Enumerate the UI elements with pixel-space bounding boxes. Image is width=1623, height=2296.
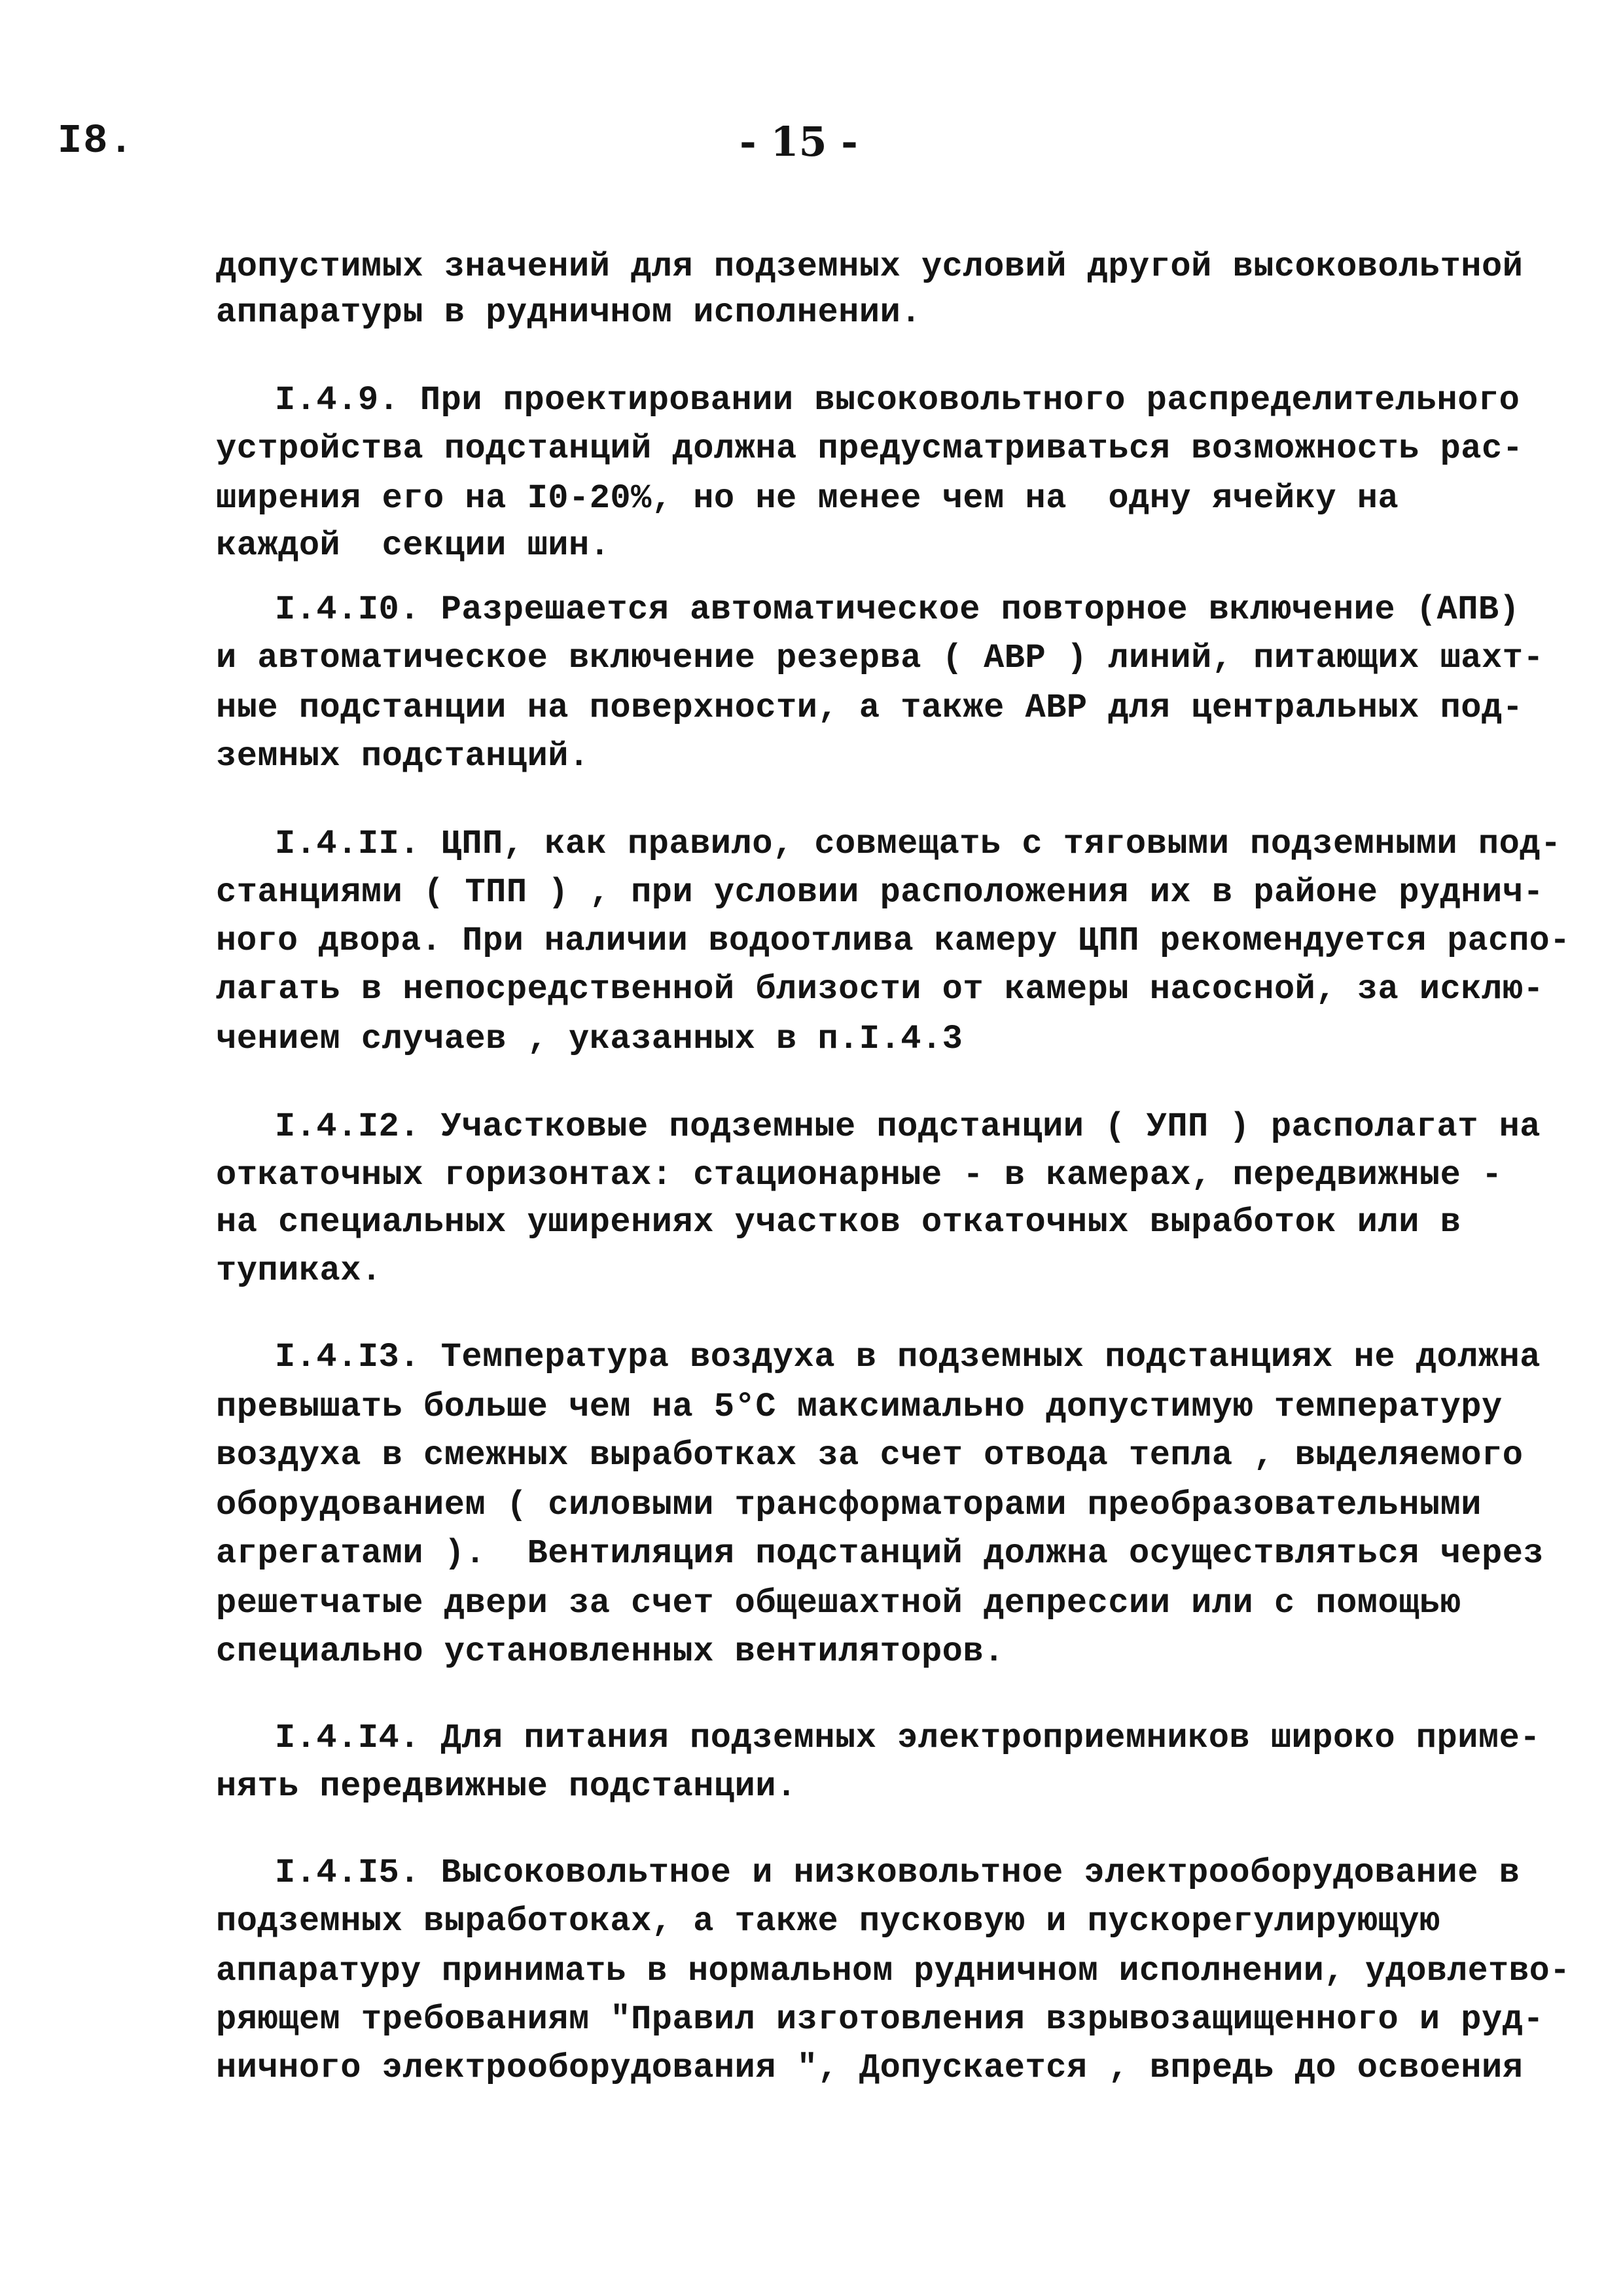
text-line: ширения его на I0-20%, но не менее чем на одну ячейку на: [216, 479, 1399, 518]
text-line: земных подстанций.: [216, 737, 590, 776]
text-line: I.4.I5. Высоковольтное и низковольтное электрооборудование в: [275, 1854, 1520, 1892]
text-line: подземных выработоках, а также пусковую и пускорегулирующую: [216, 1902, 1440, 1941]
text-line: и автоматическое включение резерва ( АВР ) линий, питающих шахт-: [216, 639, 1544, 677]
text-line: чением случаев , указанных в п.I.4.3: [216, 1020, 963, 1058]
text-line: агрегатами ). Вентиляция подстанций должна осуществляться через: [216, 1534, 1544, 1573]
handwritten-page-number: - 15 -: [740, 118, 858, 166]
text-line: ного двора. При наличии водоотлива камеру ЦПП рекомендуется распо-: [216, 922, 1571, 960]
text-line: тупиках.: [216, 1251, 382, 1290]
text-line: I.4.I2. Участковые подземные подстанции ( УПП ) располагат на: [275, 1107, 1541, 1146]
text-line: каждой секции шин.: [216, 526, 611, 565]
text-line: специально установленных вентиляторов.: [216, 1632, 1005, 1671]
text-line: устройства подстанций должна предусматриваться возможность рас-: [216, 429, 1524, 468]
text-line: I.4.I0. Разрешается автоматическое повторное включение (АПВ): [275, 590, 1520, 629]
text-line: I.4.9. При проектировании высоковольтного распределительного: [275, 381, 1520, 420]
text-line: откаточных горизонтах: стационарные - в камерах, передвижные -: [216, 1156, 1503, 1194]
text-line: лагать в непосредственной близости от камеры насосной, за исклю-: [216, 970, 1544, 1009]
text-line: допустимых значений для подземных условий другой высоковольтной: [216, 247, 1524, 286]
text-line: ные подстанции на поверхности, а также АВР для центральных под-: [216, 689, 1524, 727]
text-line: нять передвижные подстанции.: [216, 1767, 797, 1806]
page-number: I8.: [58, 118, 135, 164]
text-line: оборудованием ( силовыми трансформаторами преобразовательными: [216, 1486, 1482, 1524]
text-line: решетчатые двери за счет общешахтной депрессии или с помощью: [216, 1584, 1461, 1623]
text-line: аппаратуру принимать в нормальном рудничном исполнении, удовлетво-: [216, 1952, 1571, 1990]
text-line: I.4.I3. Температура воздуха в подземных подстанциях не должна: [275, 1338, 1541, 1376]
text-line: станциями ( ТПП ) , при условии расположения их в районе руднич-: [216, 873, 1544, 912]
text-line: ничного электрооборудования ", Допускается , впредь до освоения: [216, 2049, 1524, 2087]
text-line: воздуха в смежных выработках за счет отвода тепла , выделяемого: [216, 1436, 1524, 1475]
text-line: на специальных уширениях участков откаточных выработок или в: [216, 1203, 1461, 1242]
text-line: превышать больше чем на 5°С максимально допустимую температуру: [216, 1388, 1503, 1426]
text-line: ряющем требованиям "Правил изготовления взрывозащищенного и руд-: [216, 2000, 1544, 2039]
text-line: I.4.I4. Для питания подземных электроприемников широко приме-: [275, 1719, 1541, 1757]
text-line: аппаратуры в рудничном исполнении.: [216, 293, 921, 332]
text-line: I.4.II. ЦПП, как правило, совмещать с тяговыми подземными под-: [275, 825, 1561, 863]
